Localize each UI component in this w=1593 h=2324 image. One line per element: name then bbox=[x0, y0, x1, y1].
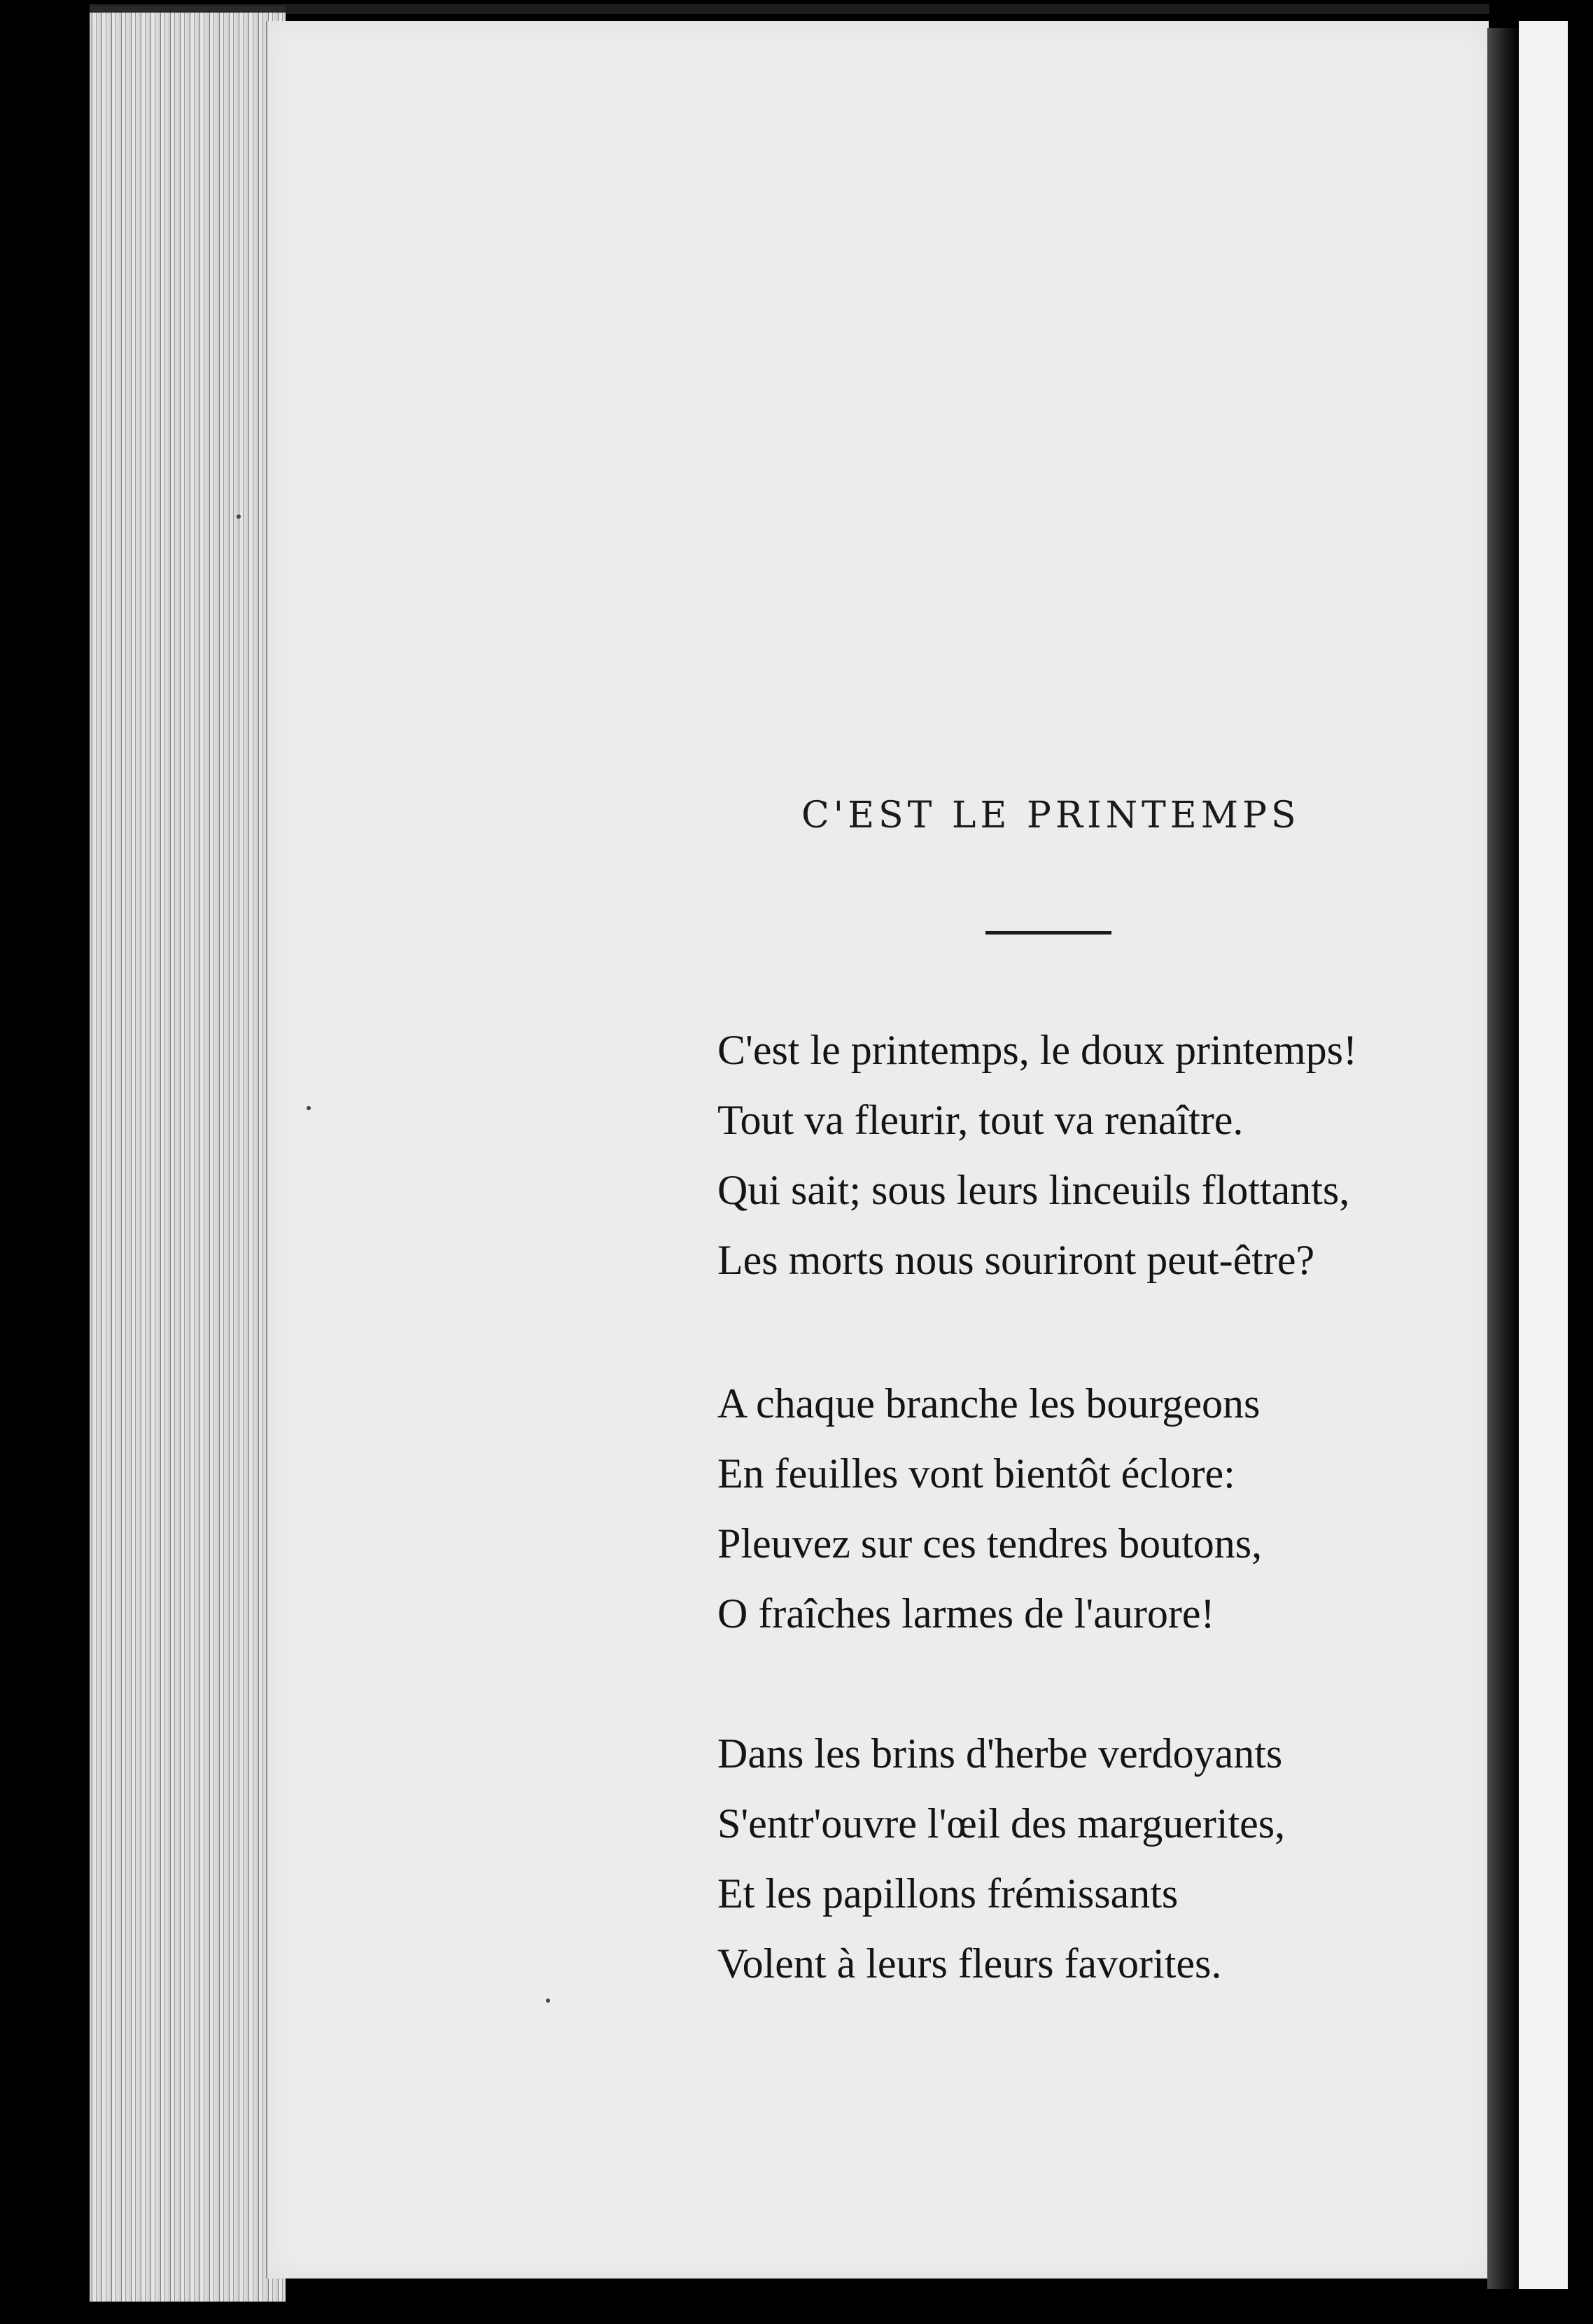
verse-line: En feuilles vont bientôt éclore: bbox=[717, 1450, 1235, 1497]
verse-line: Volent à leurs fleurs favorites. bbox=[717, 1940, 1222, 1987]
facing-page-sliver bbox=[1519, 21, 1568, 2289]
gutter-shadow bbox=[1487, 28, 1519, 2289]
verse-line: S'entr'ouvre l'œil des marguerites, bbox=[717, 1800, 1286, 1847]
paper-speck bbox=[237, 514, 241, 519]
bottom-border bbox=[0, 2303, 1593, 2324]
verse-line: C'est le printemps, le doux printemps! bbox=[717, 1027, 1358, 1073]
paper-speck bbox=[546, 1998, 550, 2003]
title-divider bbox=[985, 931, 1111, 934]
poem-title: C'EST LE PRINTEMPS bbox=[801, 794, 1300, 836]
verse-line: Et les papillons frémissants bbox=[717, 1870, 1179, 1917]
verse-line: O fraîches larmes de l'aurore! bbox=[717, 1590, 1215, 1637]
verse-line: Qui sait; sous leurs linceuils flottants, bbox=[717, 1167, 1350, 1213]
stacked-page-edges bbox=[90, 6, 286, 2302]
stanza-3 bbox=[717, 1718, 1445, 1998]
stanza-2 bbox=[717, 1368, 1445, 1648]
stanza-1 bbox=[717, 1015, 1445, 1295]
verse-line: Les morts nous souriront peut-être? bbox=[717, 1237, 1315, 1283]
verse-line: Dans les brins d'herbe verdoyants bbox=[717, 1730, 1283, 1777]
verse-line: Pleuvez sur ces tendres boutons, bbox=[717, 1520, 1263, 1567]
top-edge-shadow bbox=[90, 4, 1489, 14]
paper-speck bbox=[307, 1106, 311, 1110]
verse-line: Tout va fleurir, tout va renaître. bbox=[717, 1097, 1244, 1143]
verse-line: A chaque branche les bourgeons bbox=[717, 1380, 1261, 1427]
